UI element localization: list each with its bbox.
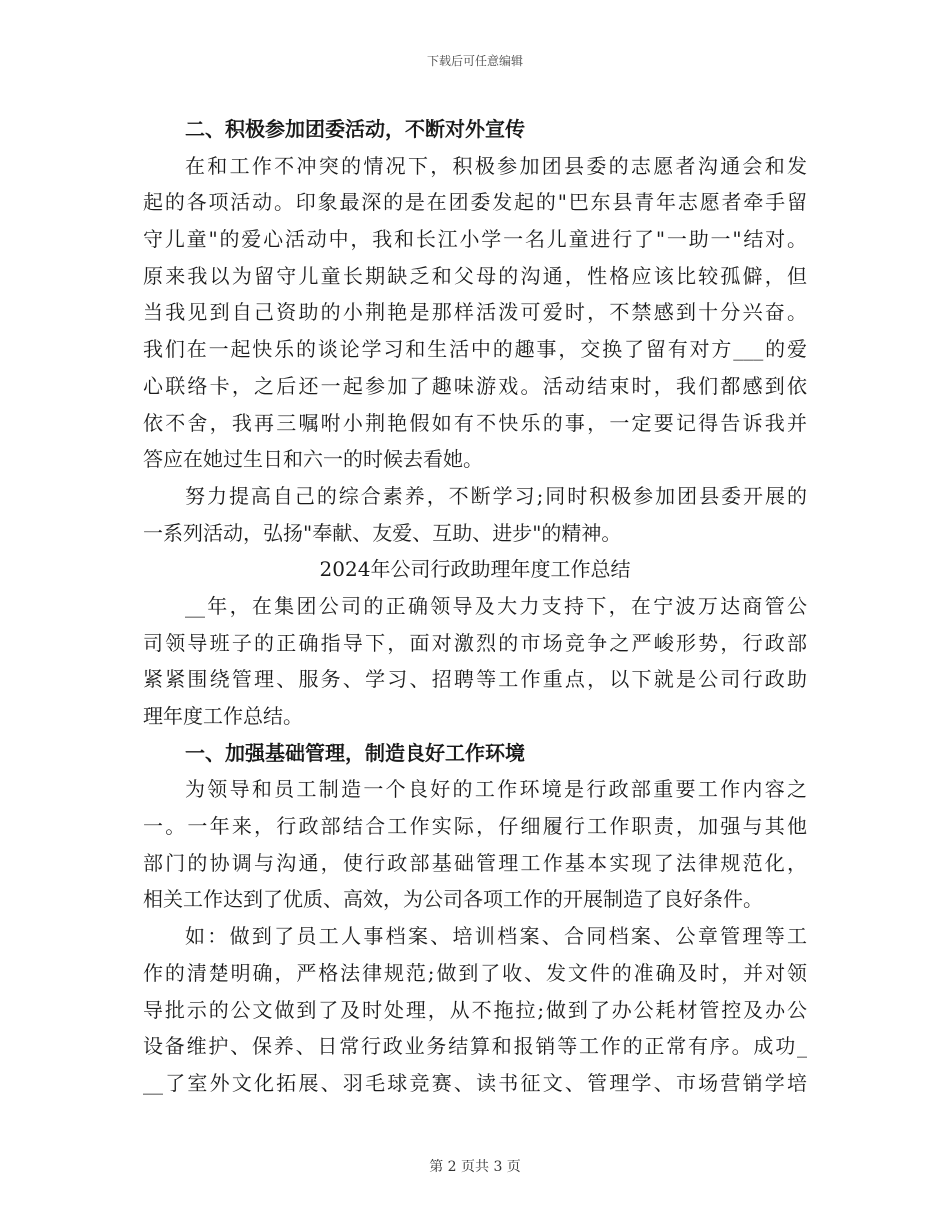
paragraph-line: 理年度工作总结。 [143,704,303,728]
paragraph-line: 心联络卡，之后还一起参加了趣味游戏。活动结束时，我们都感到依 [143,373,807,398]
paragraph-line: 起的各项活动。印象最深的是在团委发起的"巴东县青年志愿者牵手留 [143,190,807,215]
paragraph-line: 守儿童"的爱心活动中，我和长江小学一名儿童进行了"一助一"结对。 [143,227,807,252]
paragraph-line: 相关工作达到了优质、高效，为公司各项工作的开展制造了良好条件。 [143,887,763,912]
paragraph-line: 努力提高自己的综合素养，不断学习;同时积极参加团县委开展的 [185,483,807,508]
paragraph-line: 原来我以为留守儿童长期缺乏和父母的沟通，性格应该比较孤僻，但 [143,263,807,288]
document-body [143,111,807,1102]
paragraph-line: 为领导和员工制造一个良好的工作环境是行政部重要工作内容之 [185,777,807,802]
paragraph-line: 紧紧围绕管理、服务、学习、招聘等工作重点，以下就是公司行政助 [143,667,807,692]
paragraph-line: __年，在集团公司的正确领导及大力支持下，在宁波万达商管公 [185,593,807,618]
paragraph-line: 依不舍，我再三嘱咐小荆艳假如有不快乐的事，一定要记得告诉我并 [143,410,807,435]
paragraph-line: 一系列活动，弘扬"奉献、友爱、互助、进步"的精神。 [143,520,622,545]
paragraph-line: __了室外文化拓展、羽毛球竞赛、读书征文、管理学、市场营销学培 [143,1070,807,1095]
paragraph-line: 司领导班子的正确指导下，面对激烈的市场竞争之严峻形势，行政部 [143,630,807,655]
page-footer: 第 2 页共 3 页 [429,1159,521,1175]
paragraph-line: 在和工作不冲突的情况下，积极参加团县委的志愿者沟通会和发 [185,153,807,178]
paragraph-line: 如：做到了员工人事档案、培训档案、合同档案、公章管理等工 [185,924,807,949]
paragraph-line: 我们在一起快乐的谈论学习和生活中的趣事，交换了留有对方___的爱 [143,337,807,362]
paragraph-line: 当我见到自己资助的小荆艳是那样活泼可爱时，不禁感到十分兴奋。 [143,300,807,325]
section-heading: 二、积极参加团委活动，不断对外宣传 [185,117,525,141]
page-header: 下载后可任意编辑 [426,54,523,68]
paragraph-line: 作的清楚明确，严格法律规范;做到了收、发文件的准确及时，并对领 [143,960,807,985]
paragraph-line: 答应在她过生日和六一的时候去看她。 [143,447,483,472]
paragraph-line: 一。一年来，行政部结合工作实际，仔细履行工作职责，加强与其他 [143,814,807,839]
section-heading: 一、加强基础管理，制造良好工作环境 [185,740,525,765]
paragraph-line: 导批示的公文做到了及时处理，从不拖拉;做到了办公耗材管控及办公 [143,997,807,1022]
paragraph-line: 设备维护、保养、日常行政业务结算和报销等工作的正常有序。成功_ [143,1034,807,1059]
document-title: 2024年公司行政助理年度工作总结 [319,557,631,582]
paragraph-line: 部门的协调与沟通，使行政部基础管理工作基本实现了法律规范化， [143,850,807,875]
